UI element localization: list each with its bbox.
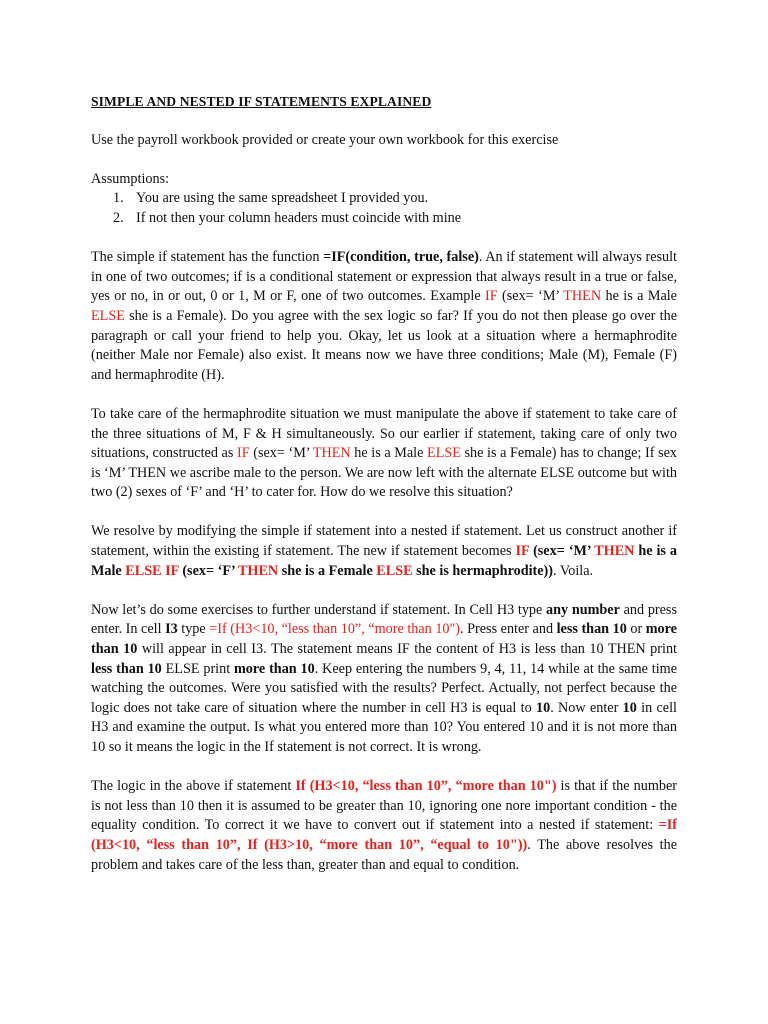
exercise-paragraph bbox=[91, 601, 677, 758]
text-run: Now let’s do some exercises to further understand if statement. In Cell H3 type bbox=[91, 601, 547, 618]
text-run: and press enter. In cell bbox=[91, 601, 677, 638]
text-run: (sex= ‘M’ bbox=[249, 445, 313, 462]
text-run: We resolve by modifying the simple if statement into a nested if statement. Let us construct another if statement, within the existing if statement. The new if statement becomes bbox=[91, 523, 677, 560]
bold-run: she is hermaphrodite)) bbox=[412, 562, 554, 579]
text-run: . Press enter and bbox=[460, 621, 557, 638]
bold-run: less than 10 bbox=[556, 621, 627, 638]
bold-run: less than 10 bbox=[91, 660, 162, 677]
text-run: will appear in cell I3. The statement means IF the content of H3 is less than 10 THEN print bbox=[137, 641, 677, 658]
keyword-then: THEN bbox=[237, 562, 279, 579]
text-run: he is a Male bbox=[601, 288, 677, 305]
keyword-if: IF bbox=[485, 288, 498, 305]
nested-if-paragraph bbox=[91, 522, 677, 581]
text-run: . Keep entering the numbers 9, 4, 11, 14 while at the same time watching the outcomes. Were you satisfied with the results? Perfect. Actually, not perfect because the logic does not take care of situation where the number in cell H3 is equal to bbox=[91, 660, 677, 716]
keyword-then: THEN bbox=[563, 288, 602, 305]
keyword-if: IF bbox=[236, 445, 250, 462]
hermaphrodite-paragraph bbox=[91, 405, 677, 503]
list-item-number: 2. bbox=[113, 209, 124, 226]
bold-run: 10 bbox=[536, 699, 551, 716]
keyword-if: IF bbox=[515, 543, 530, 560]
text-run: To take care of the hermaphrodite situation we must manipulate the above if statement to take care of the three situations of M, F & H simultaneously. So our earlier if statement, taking care of only two situations, constructed as bbox=[91, 405, 677, 462]
text-run: he is a Male bbox=[350, 445, 428, 462]
assumptions-heading: Assumptions: bbox=[91, 170, 170, 187]
list-item bbox=[91, 209, 677, 229]
formula-simple-if: If (H3<10, “less than 10”, “more than 10") bbox=[295, 778, 557, 795]
keyword-else: ELSE bbox=[427, 445, 461, 462]
text-run: she is a Female) has to change; If sex is ‘M’ THEN we ascribe male to the person. We are now left with the alternate ELSE outcome but with two (2) sexes of ‘F’ and ‘H’ to cater for. How do we resolve this situation? bbox=[91, 445, 677, 501]
list-item-text: If not then your column headers must coincide with mine bbox=[136, 209, 462, 226]
keyword-else-if: ELSE IF bbox=[125, 562, 179, 579]
text-run: ELSE print bbox=[161, 660, 234, 677]
list-item-number: 1. bbox=[113, 190, 124, 207]
bold-run: any number bbox=[546, 601, 620, 618]
bold-run: I3 bbox=[165, 621, 178, 638]
text-run: in cell H3 and examine the output. Is what you entered more than 10? You entered 10 and it is not more than 10 so it means the logic in the If statement is not correct. It is wrong. bbox=[91, 699, 677, 755]
intro-paragraph: Use the payroll workbook provided or create your own workbook for this exercise bbox=[91, 131, 559, 148]
text-run: . Voila. bbox=[553, 562, 594, 579]
text-run: The simple if statement has the function bbox=[91, 249, 324, 266]
text-run: (sex= ‘M’ bbox=[497, 288, 564, 305]
text-run: is that if the number is not less than 10 then it is assumed to be greater than 10, ignoring one nore important condition - the equality condition. To correct it we have to convert out if statement into a nested if statement: bbox=[91, 778, 678, 834]
keyword-then: THEN bbox=[594, 543, 635, 560]
bold-run: (sex= ‘M’ bbox=[529, 543, 595, 560]
formula-simple-if: =If (H3<10, “less than 10”, “more than 10") bbox=[209, 621, 461, 638]
bold-run: (sex= ‘F’ bbox=[178, 562, 238, 579]
text-run: . The above resolves the problem and takes care of the less than, greater than and equal to condition. bbox=[91, 836, 678, 873]
text-run: or bbox=[626, 621, 646, 638]
bold-run: more than 10 bbox=[233, 660, 315, 677]
document-page bbox=[91, 92, 677, 895]
keyword-then: THEN bbox=[312, 445, 351, 462]
text-run: . Now enter bbox=[550, 699, 623, 716]
if-function-syntax: =IF(condition, true, false) bbox=[323, 249, 479, 266]
bold-run: more than 10 bbox=[91, 621, 677, 658]
bold-run: he is a Male bbox=[91, 543, 677, 579]
bold-run: 10 bbox=[622, 699, 637, 716]
bold-run: she is a Female bbox=[278, 562, 377, 579]
simple-if-paragraph bbox=[91, 248, 677, 385]
formula-nested-if: =If (H3<10, “less than 10”, If (H3>10, “more than 10”, “equal to 10")) bbox=[91, 817, 677, 853]
text-run: she is a Female). Do you agree with the sex logic so far? If you do not then please go over the paragraph or call your friend to help you. Okay, let us look at a situation where a hermaphrodite (neither Male nor Female) also exist. It means now we have three conditions; Male (M), Female (F) and hermaphrodite (H). bbox=[91, 307, 677, 383]
list-item bbox=[91, 189, 677, 209]
keyword-else: ELSE bbox=[376, 562, 413, 579]
equality-paragraph bbox=[91, 777, 677, 875]
assumptions-list bbox=[91, 189, 677, 228]
text-run: The logic in the above if statement bbox=[91, 778, 296, 795]
keyword-else: ELSE bbox=[91, 307, 125, 324]
text-run: . An if statement will always result in one of two outcomes; if is a conditional statement or expression that always result in a true or false, yes or no, in or out, 0 or 1, M or F, one of two outcomes. Example bbox=[91, 249, 678, 305]
document-title: SIMPLE AND NESTED IF STATEMENTS EXPLAINED bbox=[91, 94, 432, 109]
list-item-text: You are using the same spreadsheet I provided you. bbox=[136, 190, 429, 207]
text-run: type bbox=[177, 621, 210, 638]
